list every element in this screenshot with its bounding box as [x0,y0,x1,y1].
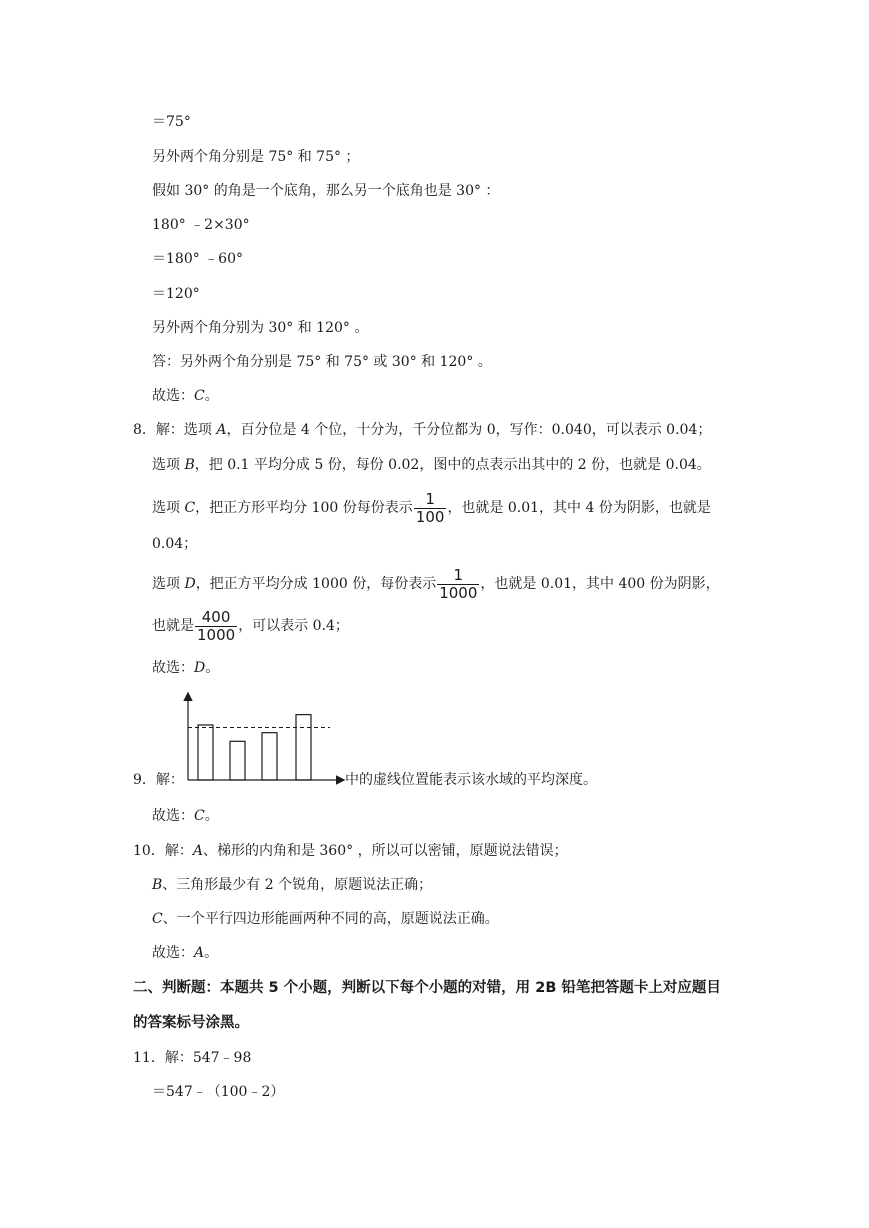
bar-1 [198,725,213,780]
calc-line: 180° ﹣2×30° [152,217,250,233]
text-line: 另外两个角分别是 75° 和 75° ； [152,149,360,165]
q8-option-c-cont: 0.04； [152,536,198,552]
depth-bar-chart [178,690,348,790]
q10-line-a: 10．解：A、梯形的内角和是 360° ，所以可以密铺，原题说法错误； [133,843,568,859]
bar-3 [262,733,277,780]
section-heading-cont: 的答案标号涂黑。 [133,1015,249,1031]
q10-line-b: B、三角形最少有 2 个锐角，原题说法正确； [152,877,433,893]
calc-line: ＝547﹣（100﹣2） [152,1084,285,1100]
fraction: $\frac{1}{100}$ [415,489,445,526]
section-heading: 二、判断题：本题共 5 个小题，判断以下每个小题的对错，用 2B 铅笔把答题卡上对应题目 [133,980,721,996]
q10-line-c: C、一个平行四边形能画两种不同的高，原题说法正确。 [152,911,499,927]
calc-line: ＝75° [152,114,191,130]
q8-option-c: 选项 C，把正方形平均分 100 份每份表示 $\frac{1}{100}$ ，也就是 0.01，其中 4 份为阴影，也就是 [152,489,711,526]
q9-suffix: 中的虚线位置能表示该水域的平均深度。 [345,772,597,788]
text-line: 另外两个角分别为 30° 和 120° 。 [152,320,369,336]
choice-line: 故选：C。 [152,388,219,404]
q8-option-d: 选项 D，把正方平均分成 1000 份，每份表示 $\frac{1}{1000}$ ，也就是 0.01，其中 400 份为阴影， [152,565,720,602]
calc-line: ＝120° [152,286,200,302]
choice-line: 故选：A。 [152,945,219,961]
choice-line: 故选：D。 [152,660,220,676]
answer-line: 答：另外两个角分别是 75° 和 75° 或 30° 和 120° 。 [152,354,492,370]
q8-option-a: 8．解：选项 A，百分位是 4 个位，十分为，千分位都为 0，写作：0.040，可以表示 0.04； [133,422,712,438]
fraction: $\frac{400}{1000}$ [197,607,236,644]
bar-4 [296,715,311,780]
text-line: 假如 30° 的角是一个底角，那么另一个底角也是 30° ： [152,183,500,199]
q8-option-d-cont: 也就是 $\frac{400}{1000}$ ，可以表示 0.4； [152,607,349,644]
choice-line: 故选：C。 [152,808,219,824]
bar-2 [230,741,245,780]
fraction: $\frac{1}{1000}$ [439,565,478,602]
q11-line: 11．解：547﹣98 [133,1050,252,1066]
q9-prefix: 9．解： [133,772,184,788]
q8-option-b: 选项 B，把 0.1 平均分成 5 份，每份 0.02，图中的点表示出其中的 2 份，也就是 0.04。 [152,457,711,473]
calc-line: ＝180° ﹣60° [152,251,243,267]
